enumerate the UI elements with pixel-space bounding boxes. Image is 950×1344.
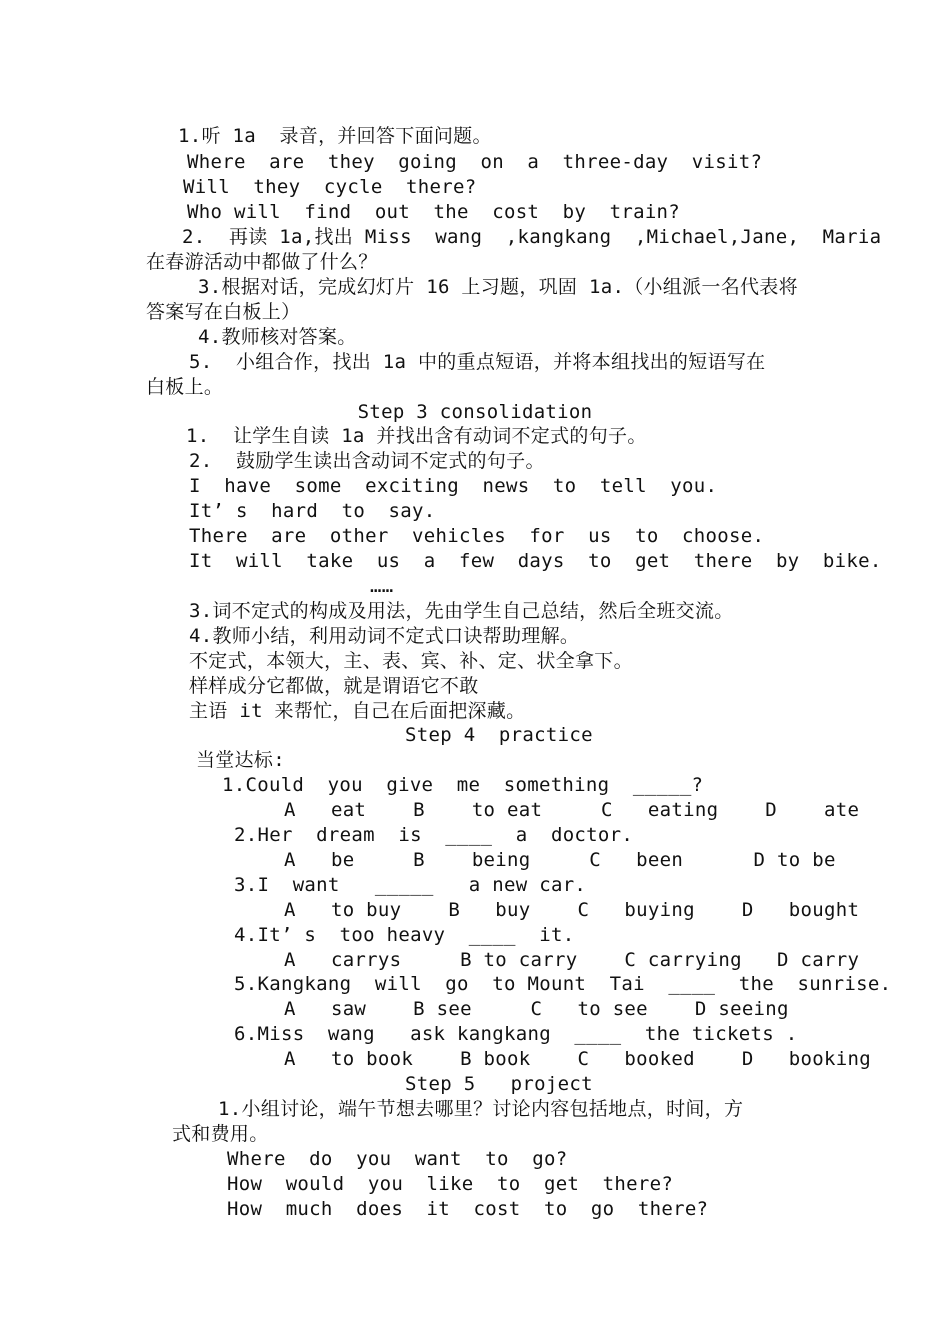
step2-item2-line2: 在春游活动中都做了什么？ (146, 251, 378, 273)
step3-item1: 1. 让学生自读 1a 并找出含有动词不定式的句子。 (186, 425, 647, 447)
step5-question3: How much does it cost to go there? (227, 1198, 709, 1220)
step3-rhyme-line3: 主语 it 来帮忙，自己在后面把深藏。 (189, 700, 526, 722)
step2-item3-line1: 3.根据对话，完成幻灯片 16 上习题，巩固 1a.（小组派一名代表将 (198, 276, 798, 298)
step3-ellipsis: …… (370, 575, 394, 597)
step4-label: 当堂达标: (196, 749, 285, 771)
step3-heading: Step 3 consolidation (357, 401, 593, 423)
exercise-options-3: A to buy B buy C buying D bought (284, 899, 860, 921)
step3-item3: 3.词不定式的构成及用法，先由学生自己总结，然后全班交流。 (189, 600, 734, 622)
step3-item4: 4.教师小结，利用动词不定式口诀帮助理解。 (189, 625, 580, 647)
exercise-question-2: 2.Her dream is ____ a doctor. (234, 824, 634, 846)
step3-sentence2: It’ s hard to say. (189, 500, 436, 522)
step5-question1: Where do you want to go? (227, 1148, 568, 1170)
step5-item1-line1: 1.小组讨论，端午节想去哪里？讨论内容包括地点，时间，方 (218, 1098, 744, 1120)
step3-sentence3: There are other vehicles for us to choose. (189, 525, 765, 547)
step3-item2: 2. 鼓励学生读出含动词不定式的句子。 (189, 450, 545, 472)
exercise-options-2: A be B being C been D to be (284, 849, 836, 871)
step3-rhyme-line1: 不定式，本领大，主、表、宾、补、定、状全拿下。 (189, 650, 633, 672)
exercise-question-1: 1.Could you give me something _____? (222, 774, 704, 796)
step2-item5-line1: 5. 小组合作，找出 1a 中的重点短语，并将本组找出的短语写在 (189, 351, 766, 373)
step3-rhyme-line2: 样样成分它都做，就是谓语它不敢 (189, 675, 479, 697)
step2-question3: Who will find out the cost by train? (187, 201, 681, 223)
exercise-question-3: 3.I want _____ a new car. (234, 874, 587, 896)
step5-question2: How would you like to get there? (227, 1173, 674, 1195)
step2-item2-line1: 2. 再读 1a,找出 Miss wang ,kangkang ,Michael,Jane, Maria (182, 226, 882, 248)
exercise-options-6: A to book B book C booked D booking (284, 1048, 871, 1070)
step2-item1: 1.听 1a 录音，并回答下面问题。 (178, 125, 492, 147)
step3-sentence1: I have some exciting news to tell you. (189, 475, 718, 497)
step4-heading: Step 4 practice (405, 724, 593, 746)
step2-item5-line2: 白板上。 (146, 376, 224, 398)
step2-item3-line2: 答案写在白板上） (146, 301, 301, 323)
exercise-options-5: A saw B see C to see D seeing (284, 998, 789, 1020)
step2-question1: Where are they going on a three-day visit? (187, 151, 763, 173)
exercise-question-4: 4.It’ s too heavy ____ it. (234, 924, 575, 946)
exercise-options-4: A carrys B to carry C carrying D carry (284, 949, 860, 971)
step2-question2: Will they cycle there? (183, 176, 477, 198)
step3-sentence4: It will take us a few days to get there by bike. (189, 550, 882, 572)
exercise-options-1: A eat B to eat C eating D ate (284, 799, 860, 821)
step5-heading: Step 5 project (405, 1073, 593, 1095)
exercise-question-6: 6.Miss wang ask kangkang ____ the tickets . (234, 1023, 798, 1045)
exercise-question-5: 5.Kangkang will go to Mount Tai ____ the sunrise. (234, 973, 892, 995)
step2-item4: 4.教师核对答案。 (198, 326, 357, 348)
step5-item1-line2: 式和费用。 (172, 1123, 269, 1145)
